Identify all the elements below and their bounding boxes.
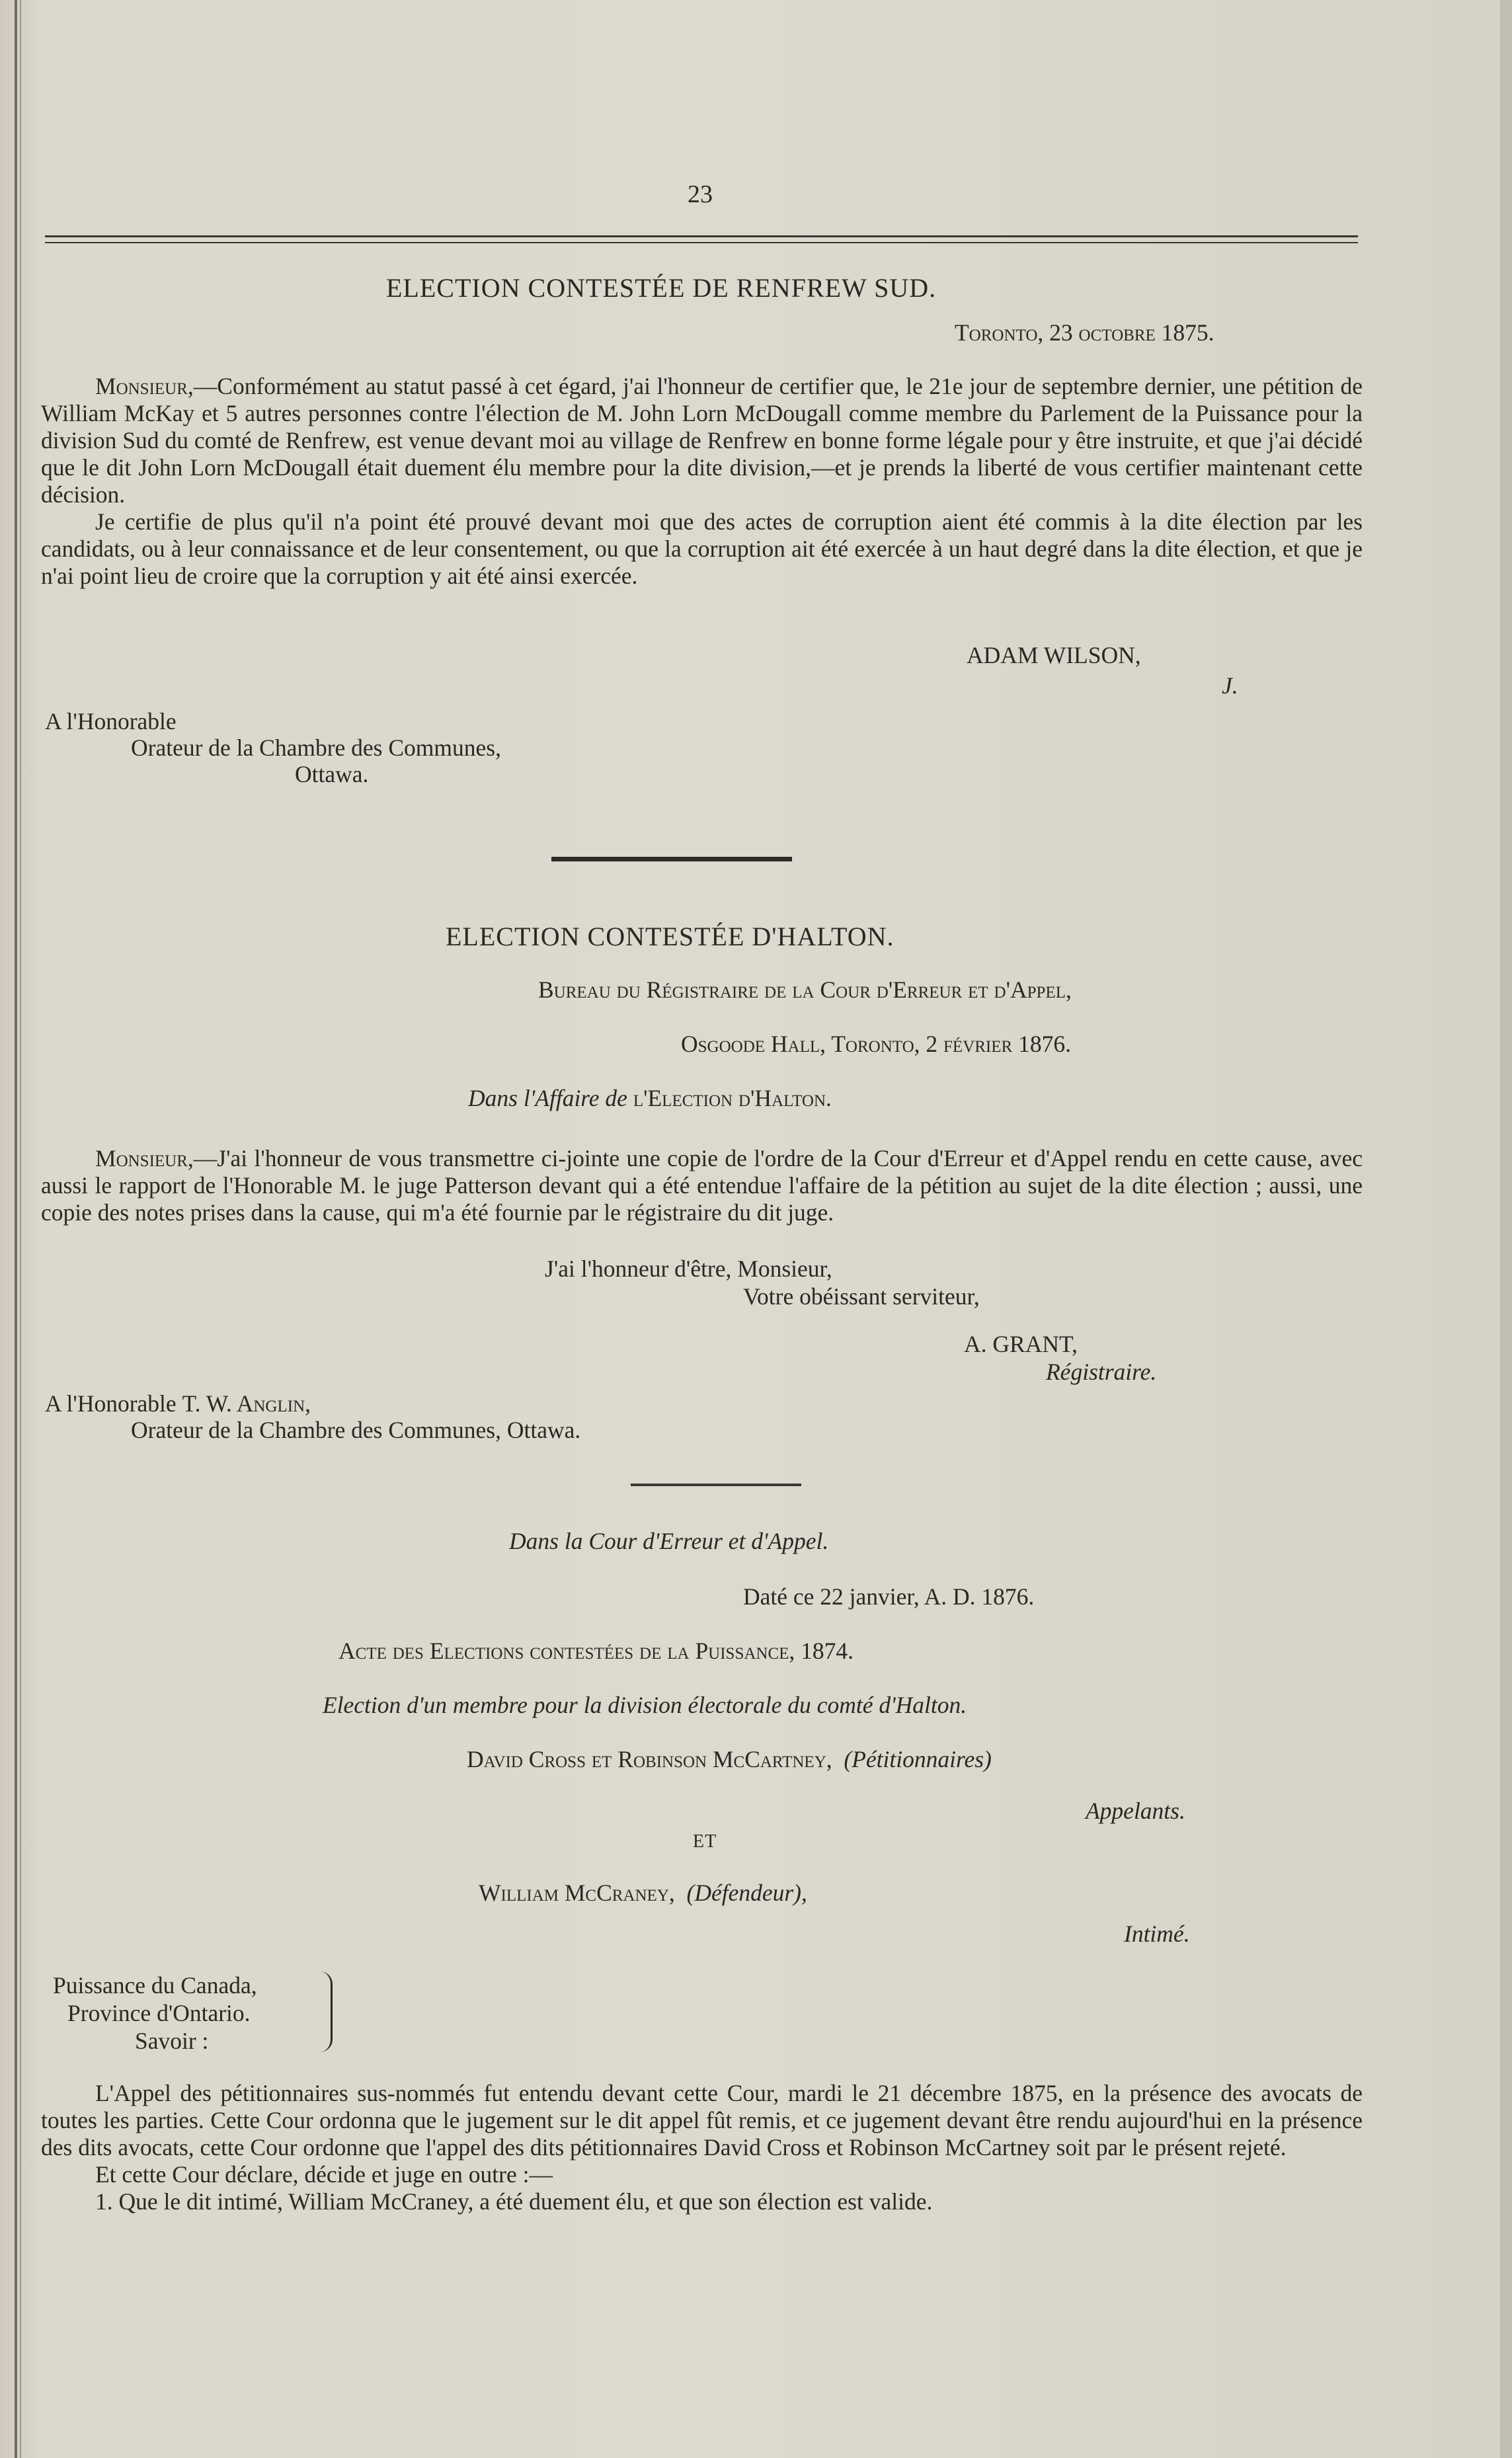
jurisdiction-brace (320, 1971, 333, 2052)
section2-case-heading (468, 1084, 832, 1112)
section3-et: ET (693, 1831, 717, 1852)
section1-signature-title: J. (1222, 672, 1238, 699)
section3-jurisdiction-line2: Province d'Ontario. (67, 2000, 251, 2026)
section3-respondent: Intimé. (1124, 1921, 1190, 1947)
section2-body (41, 1145, 1363, 1226)
section1-address-line2: Orateur de la Chambre des Communes, (131, 734, 501, 761)
section2-address-line1 (45, 1390, 311, 1417)
section2-title: ELECTION CONTESTÉE D'HALTON. (446, 922, 895, 951)
section3-item-1: 1. Que le dit intimé, William McCraney, a été duement élu, et que son élection est valide. (95, 2188, 933, 2215)
section2-case-prefix: Dans l'Affaire de (468, 1085, 627, 1111)
section2-office: Bureau du Régistraire de la Cour d'Erreur et d'Appel, (538, 976, 1072, 1003)
section3-petitioners-names: David Cross et Robinson McCartney, (467, 1746, 832, 1772)
section2-case-name: l'Election d'Halton. (633, 1085, 832, 1111)
section2-paragraph-text: —J'ai l'honneur de vous transmettre ci-jointe une copie de l'ordre de la Cour d'Erreur et d'Appel rendu en cette cause, avec aussi le rapport de l'Honorable M. le juge Patterson devant qui a été entendue l'affaire de la pétition au sujet de la dite élection ; aussi, une copie des notes prises dans la cause, qui m'a été fournie par le régistraire du dit juge. (41, 1145, 1363, 1226)
section2-signature-title: Régistraire. (1046, 1359, 1157, 1385)
section3-jurisdiction-line1: Puissance du Canada, (53, 1972, 257, 1999)
section1-title: ELECTION CONTESTÉE DE RENFREW SUD. (386, 273, 937, 303)
section1-address-line3: Ottawa. (295, 761, 369, 787)
section3-jurisdiction-line3: Savoir : (135, 2028, 209, 2054)
section2-closing1: J'ai l'honneur d'être, Monsieur, (545, 1255, 832, 1282)
section3-date: Daté ce 22 janvier, A. D. 1876. (743, 1583, 1035, 1610)
section3-paragraph-2: Et cette Cour déclare, décide et juge en outre :— (95, 2161, 553, 2188)
section1-salutation: Monsieur, (95, 373, 194, 399)
section3-appellants: Appelants. (1086, 1798, 1185, 1824)
section3-paragraph-1: L'Appel des pétitionnaires sus-nommés fut entendu devant cette Cour, mardi le 21 décembre 1875, en la présence des avocats de toutes les parties. Cette Cour ordonna que le jugement sur le dit appel fût remis, et ce jugement devant être rendu aujourd'hui en la présence des dits avocats, cette Cour ordonne que l'appel des dits pétitionnaires David Cross et Robinson McCartney soit par le présent rejeté. (41, 2080, 1363, 2161)
section2-salutation: Monsieur, (95, 1145, 194, 1171)
header-rule-bottom (45, 242, 1358, 243)
section3-defendant-name: William McCraney, (479, 1880, 675, 1906)
section2-signature: A. GRANT, (964, 1331, 1078, 1357)
section3-election: Election d'un membre pour la division électorale du comté d'Halton. (323, 1692, 967, 1718)
section1-paragraph-2: Je certifie de plus qu'il n'a point été prouvé devant moi que des actes de corruption aient été commis à la dite élection par les candidats, ou à leur connaissance et de leur consentement, ou que la corruption ait été exercée à un haut degré dans la dite élection, et que je n'ai point lieu de croire que la corruption y ait été ainsi exercée. (41, 508, 1363, 589)
page-binding-edge (15, 0, 17, 2458)
section1-address-line1: A l'Honorable (45, 708, 177, 734)
section1-body (41, 373, 1363, 590)
section3-petitioners-role: (Pétitionnaires) (844, 1746, 992, 1772)
page-number: 23 (688, 180, 713, 208)
page-right-edge (1500, 0, 1512, 2458)
section2-address-prefix: A l'Honorable (45, 1390, 177, 1417)
section3-body (41, 2080, 1363, 2215)
section2-dateline: Osgoode Hall, Toronto, 2 février 1876. (681, 1031, 1071, 1057)
section3-petitioners (467, 1745, 992, 1773)
section1-dateline: Toronto, 23 octobre 1875. (955, 319, 1214, 346)
section3-defendant-role: (Défendeur), (686, 1880, 807, 1906)
header-rule-top (45, 235, 1358, 237)
section2-address-name: T. W. Anglin, (182, 1390, 311, 1417)
section-divider-1 (551, 857, 792, 861)
section3-act: Acte des Elections contestées de la Puissance, 1874. (338, 1638, 854, 1664)
page-binding-edge-inner (20, 0, 21, 2458)
section1-paragraph-1-text: —Conformément au statut passé à cet égard, j'ai l'honneur de certifier que, le 21e jour de septembre dernier, une pétition de William McKay et 5 autres personnes contre l'élection de M. John Lorn McDougall comme membre du Parlement de la Puissance pour la division Sud du comté de Renfrew, est venue devant moi au village de Renfrew en bonne forme légale pour y être instruite, et que j'ai décidé que le dit John Lorn McDougall était duement élu membre pour la dite division,—et je prends la liberté de vous certifier maintenant cette décision. (41, 373, 1363, 508)
section1-signature: ADAM WILSON, (967, 642, 1141, 668)
section2-address-line2: Orateur de la Chambre des Communes, Ottawa. (131, 1417, 581, 1443)
section1-paragraph-1 (41, 373, 1363, 508)
section2-paragraph (41, 1145, 1363, 1226)
section-divider-2 (631, 1484, 801, 1486)
section3-court: Dans la Cour d'Erreur et d'Appel. (509, 1528, 829, 1554)
section3-defendant (479, 1879, 807, 1907)
section2-closing2: Votre obéissant serviteur, (743, 1283, 980, 1310)
